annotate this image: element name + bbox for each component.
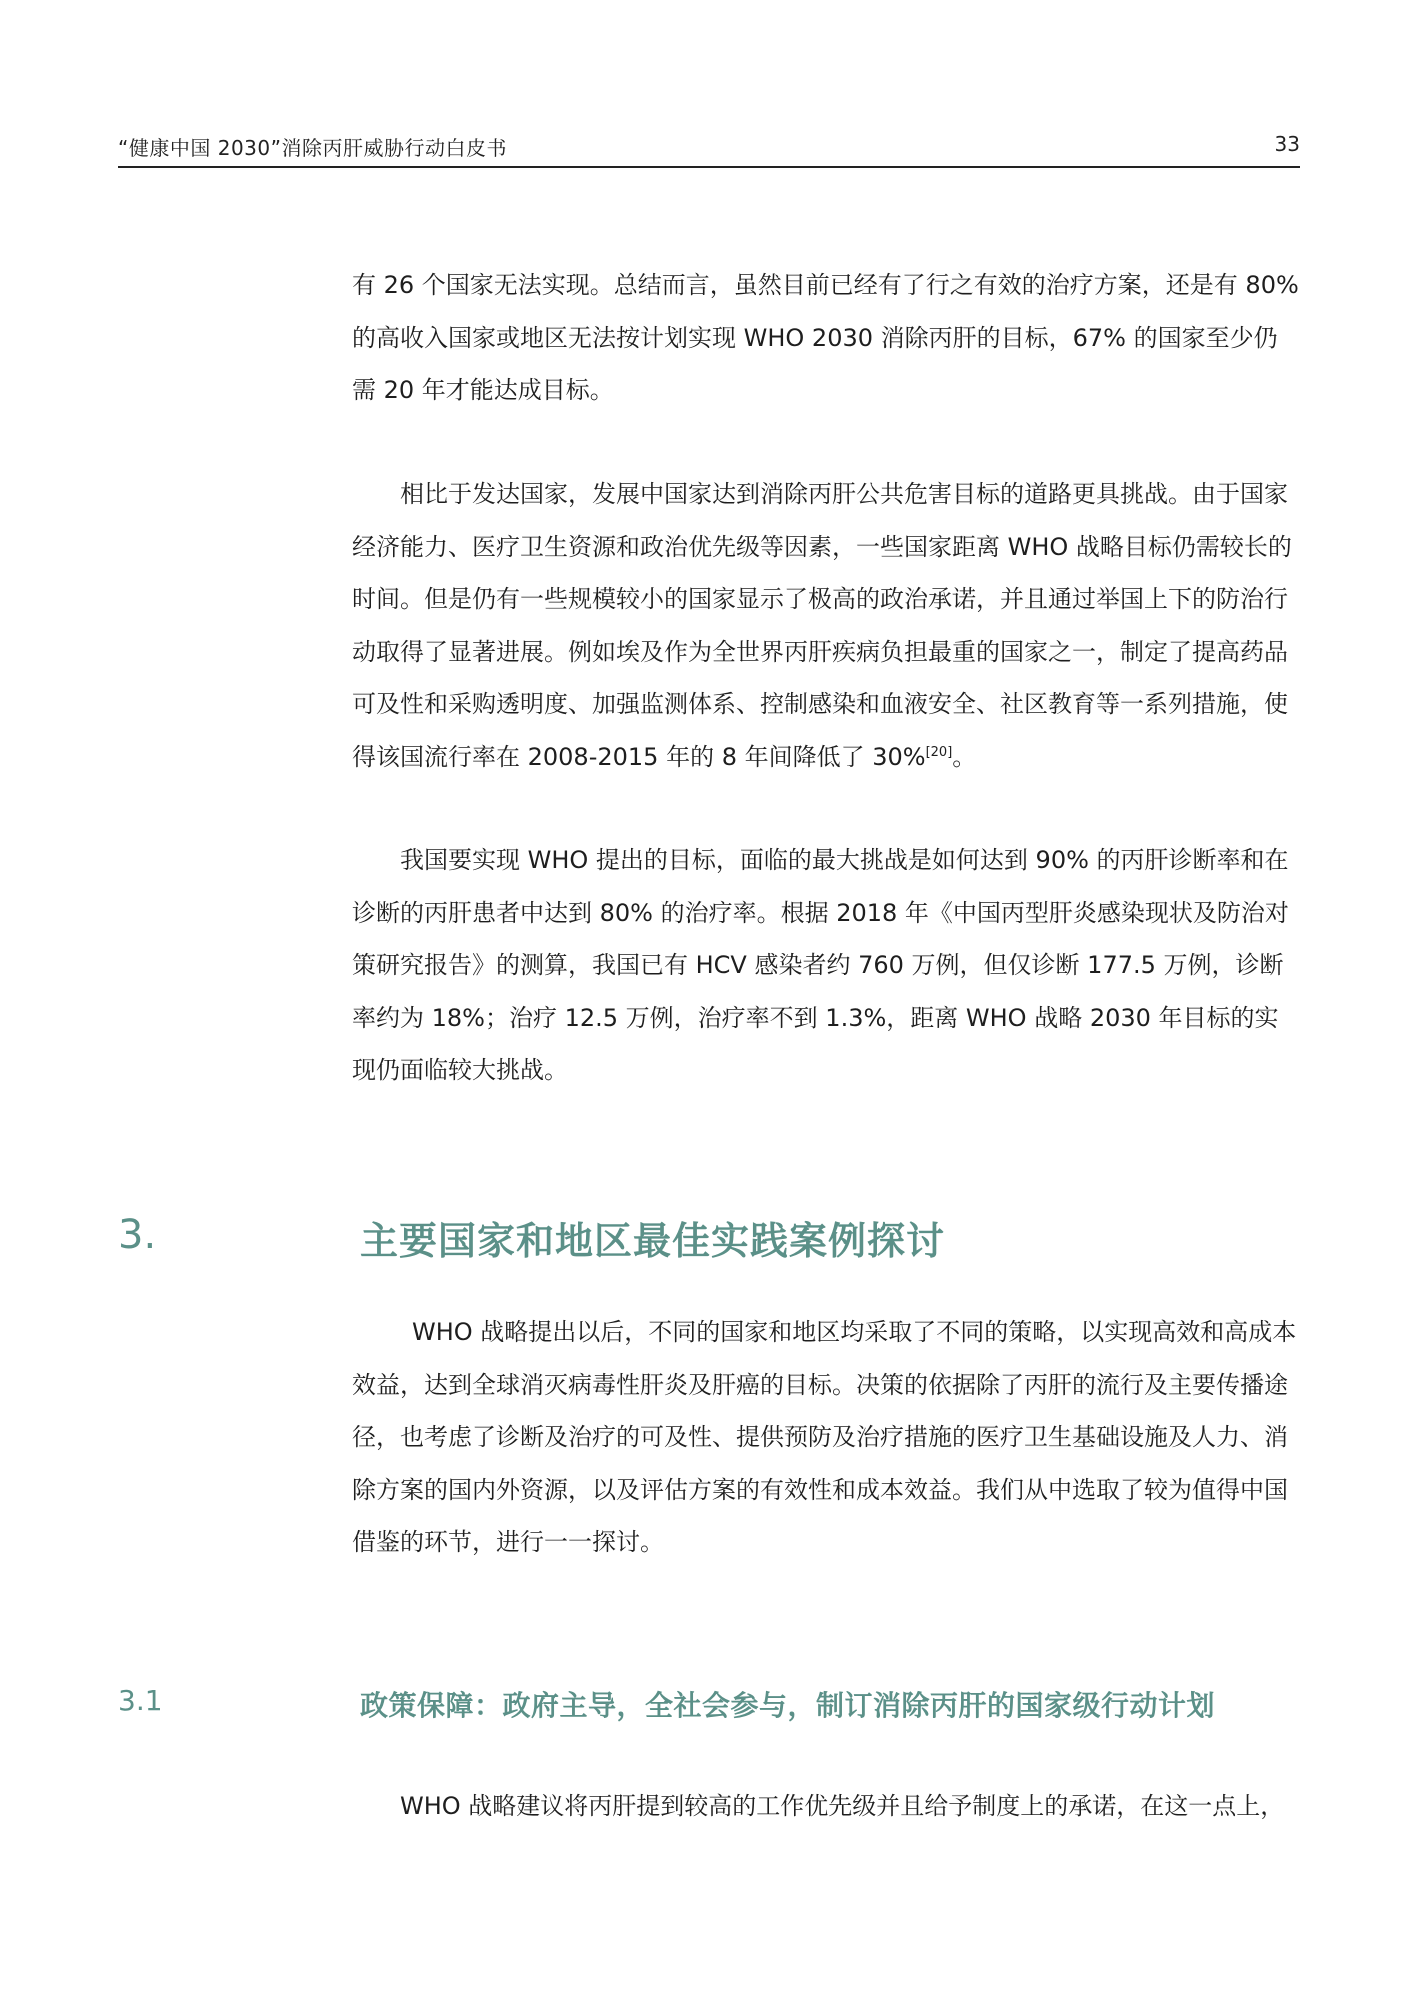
header-title: “健康中国 2030”消除丙肝威胁行动白皮书 bbox=[118, 136, 507, 160]
section-number: 3. bbox=[118, 1212, 157, 1258]
subsection-title: 政策保障：政府主导，全社会参与，制订消除丙肝的国家级行动计划 bbox=[360, 1689, 1216, 1722]
paragraph-developing-countries bbox=[352, 468, 1300, 783]
paragraph-text: 有 26 个国家无法实现。总结而言，虽然目前已经有了行之有效的治疗方案，还是有 80% 的高收入国家或地区无法按计划实现 WHO 2030 消除丙肝的目标，67% 的国家至少仍需 20 年才能达成目标。 bbox=[352, 271, 1299, 404]
paragraph-china-challenge bbox=[352, 834, 1300, 1097]
paragraph-continuation bbox=[352, 259, 1300, 417]
page-number: 33 bbox=[1274, 132, 1300, 156]
page-header bbox=[118, 128, 1300, 164]
paragraph-text: WHO 战略建议将丙肝提到较高的工作优先级并且给予制度上的承诺，在这一点上， bbox=[400, 1792, 1285, 1820]
subsection-number: 3.1 bbox=[118, 1684, 163, 1717]
paragraph-section-intro bbox=[352, 1306, 1300, 1569]
paragraph-end: 。 bbox=[952, 742, 977, 771]
header-rule bbox=[118, 166, 1300, 168]
paragraph-policy bbox=[352, 1780, 1300, 1833]
paragraph-text: WHO 战略提出以后，不同的国家和地区均采取了不同的策略，以实现高效和高成本效益，达到全球消灭病毒性肝炎及肝癌的目标。决策的依据除了丙肝的流行及主要传播途径，也考虑了诊断及治疗的可及性、提供预防及治疗措施的医疗卫生基础设施及人力、消除方案的国内外资源，以及评估方案的有效性和成本效益。我们从中选取了较为值得中国借鉴的环节，进行一一探讨。 bbox=[352, 1318, 1297, 1556]
paragraph-text: 相比于发达国家，发展中国家达到消除丙肝公共危害目标的道路更具挑战。由于国家经济能力、医疗卫生资源和政治优先级等因素，一些国家距离 WHO 战略目标仍需较长的时间。但是仍有一些规模较小的国家显示了极高的政治承诺，并且通过举国上下的防治行动取得了显著进展。例如埃及作为全世界丙肝疾病负担最重的国家之一，制定了提高药品可及性和采购透明度、加强监测体系、控制感染和血液安全、社区教育等一系列措施，使得该国流行率在 2008-2015 年的 8 年间降低了 30% bbox=[352, 480, 1292, 771]
section-title: 主要国家和地区最佳实践案例探讨 bbox=[360, 1219, 946, 1263]
paragraph-text: 我国要实现 WHO 提出的目标，面临的最大挑战是如何达到 90% 的丙肝诊断率和在诊断的丙肝患者中达到 80% 的治疗率。根据 2018 年《中国丙型肝炎感染现状及防治对策研究报告》的测算，我国已有 HCV 感染者约 760 万例，但仅诊断 177.5 万例，诊断率约为 18%；治疗 12.5 万例，治疗率不到 1.3%，距离 WHO 战略 2030 年目标的实现仍面临较大挑战。 bbox=[352, 846, 1289, 1084]
citation-ref: [20] bbox=[925, 744, 953, 760]
